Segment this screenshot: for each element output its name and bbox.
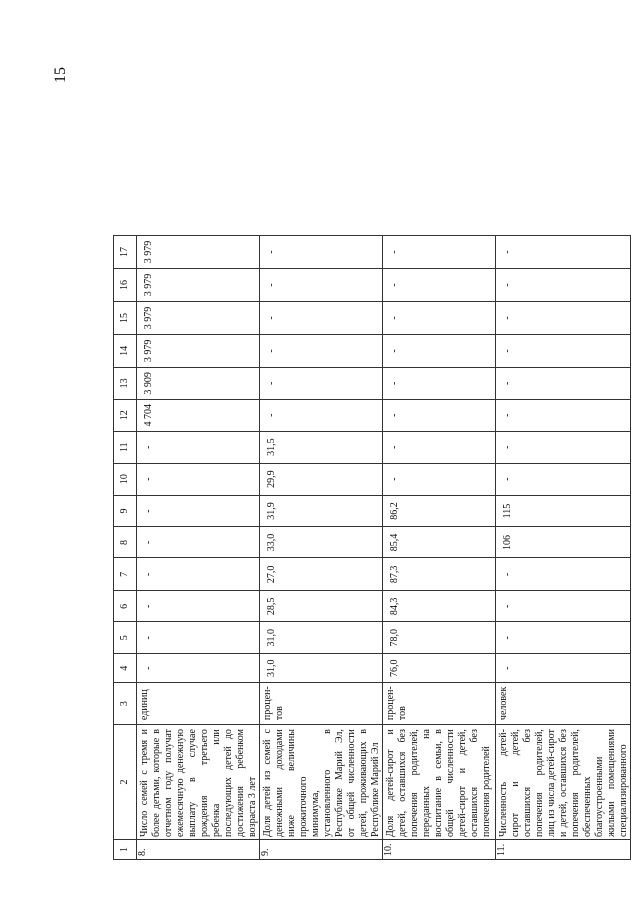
value-cell: 28,5 bbox=[260, 591, 383, 622]
indicator-name: Доля детей-сирот и детей, оставшихся без попечения родителей, переданных на воспитание в семьи, в общей численности детей-сирот и детей, оставшихся без попечения родителей bbox=[383, 725, 496, 840]
header-col-10: 10 bbox=[114, 463, 137, 495]
value-cell: - bbox=[137, 527, 260, 558]
unit-of-measure: человек bbox=[496, 683, 631, 725]
value-cell: - bbox=[496, 399, 631, 431]
value-cell: 3 979 bbox=[137, 302, 260, 335]
value-cell: 3 979 bbox=[137, 334, 260, 367]
table-row bbox=[496, 236, 631, 860]
value-cell: - bbox=[383, 269, 496, 302]
value-cell: 3 909 bbox=[137, 367, 260, 399]
header-col-15: 15 bbox=[114, 302, 137, 335]
value-cell: 87,3 bbox=[383, 558, 496, 591]
value-cell: 3 979 bbox=[137, 236, 260, 269]
value-cell: - bbox=[137, 622, 260, 654]
row-number: 11. bbox=[496, 840, 631, 860]
header-col-9: 9 bbox=[114, 495, 137, 527]
value-cell: - bbox=[496, 463, 631, 495]
value-cell: - bbox=[496, 558, 631, 591]
row-number: 9. bbox=[260, 840, 383, 860]
value-cell: 27,0 bbox=[260, 558, 383, 591]
value-cell: - bbox=[383, 334, 496, 367]
value-cell: 78,0 bbox=[383, 622, 496, 654]
value-cell: 33,0 bbox=[260, 527, 383, 558]
table-row bbox=[260, 236, 383, 860]
indicator-name: Число семей с тремя и более детьми, которые в отчетном году получат ежемесячную денежную выплату в случае рождения третьего ребенка или последующих детей до достижения ребенком возраста 3 лет bbox=[137, 725, 260, 840]
value-cell: - bbox=[496, 591, 631, 622]
value-cell: - bbox=[260, 334, 383, 367]
header-col-5: 5 bbox=[114, 622, 137, 654]
value-cell: - bbox=[496, 269, 631, 302]
column-number-header-row bbox=[114, 236, 137, 860]
page-number: 15 bbox=[52, 67, 69, 83]
indicators-table bbox=[113, 235, 631, 860]
indicator-name: Численность детей-сирот и детей, оставшихся без попечения родителей, лиц из числа детей-сирот и детей, оставшихся без попечения родителей, обеспеченных благоустроенными жилыми помещениями специализированного bbox=[496, 725, 631, 840]
value-cell: - bbox=[260, 367, 383, 399]
unit-of-measure: процен-тов bbox=[383, 683, 496, 725]
value-cell: 76,0 bbox=[383, 654, 496, 683]
value-cell: - bbox=[496, 334, 631, 367]
unit-of-measure: единиц bbox=[137, 683, 260, 725]
value-cell: - bbox=[260, 399, 383, 431]
value-cell: - bbox=[496, 236, 631, 269]
header-col-2: 2 bbox=[114, 725, 137, 840]
value-cell: - bbox=[383, 367, 496, 399]
header-col-17: 17 bbox=[114, 236, 137, 269]
header-col-16: 16 bbox=[114, 269, 137, 302]
header-col-12: 12 bbox=[114, 399, 137, 431]
value-cell: - bbox=[496, 431, 631, 463]
table-row bbox=[383, 236, 496, 860]
header-col-1: 1 bbox=[114, 840, 137, 860]
value-cell: 3 979 bbox=[137, 269, 260, 302]
value-cell: - bbox=[496, 622, 631, 654]
header-col-4: 4 bbox=[114, 654, 137, 683]
header-col-3: 3 bbox=[114, 683, 137, 725]
value-cell: - bbox=[260, 302, 383, 335]
value-cell: - bbox=[260, 236, 383, 269]
header-col-7: 7 bbox=[114, 558, 137, 591]
value-cell: 4 704 bbox=[137, 399, 260, 431]
table-row bbox=[137, 236, 260, 860]
row-number: 10. bbox=[383, 840, 496, 860]
unit-of-measure: процен-тов bbox=[260, 683, 383, 725]
value-cell: 31,5 bbox=[260, 431, 383, 463]
value-cell: - bbox=[137, 558, 260, 591]
value-cell: 31,9 bbox=[260, 495, 383, 527]
value-cell: - bbox=[383, 463, 496, 495]
value-cell: - bbox=[496, 654, 631, 683]
value-cell: 85,4 bbox=[383, 527, 496, 558]
value-cell: - bbox=[260, 269, 383, 302]
header-col-13: 13 bbox=[114, 367, 137, 399]
value-cell: 31,0 bbox=[260, 654, 383, 683]
value-cell: - bbox=[137, 591, 260, 622]
value-cell: - bbox=[383, 431, 496, 463]
value-cell: - bbox=[137, 654, 260, 683]
value-cell: - bbox=[383, 302, 496, 335]
value-cell: 84,3 bbox=[383, 591, 496, 622]
value-cell: - bbox=[383, 399, 496, 431]
value-cell: 115 bbox=[496, 495, 631, 527]
value-cell: - bbox=[137, 495, 260, 527]
value-cell: 29,9 bbox=[260, 463, 383, 495]
header-col-11: 11 bbox=[114, 431, 137, 463]
header-col-6: 6 bbox=[114, 591, 137, 622]
value-cell: - bbox=[137, 463, 260, 495]
value-cell: 86,2 bbox=[383, 495, 496, 527]
row-number: 8. bbox=[137, 840, 260, 860]
value-cell: 31,0 bbox=[260, 622, 383, 654]
value-cell: - bbox=[383, 236, 496, 269]
header-col-14: 14 bbox=[114, 334, 137, 367]
header-col-8: 8 bbox=[114, 527, 137, 558]
value-cell: - bbox=[496, 367, 631, 399]
value-cell: - bbox=[137, 431, 260, 463]
indicator-name: Доля детей из семей с денежными доходами ниже величины прожиточного минимума, установленного в Республике Марий Эл, от общей численности детей, проживающих в Республике Марий Эл bbox=[260, 725, 383, 840]
value-cell: - bbox=[496, 302, 631, 335]
value-cell: 106 bbox=[496, 527, 631, 558]
